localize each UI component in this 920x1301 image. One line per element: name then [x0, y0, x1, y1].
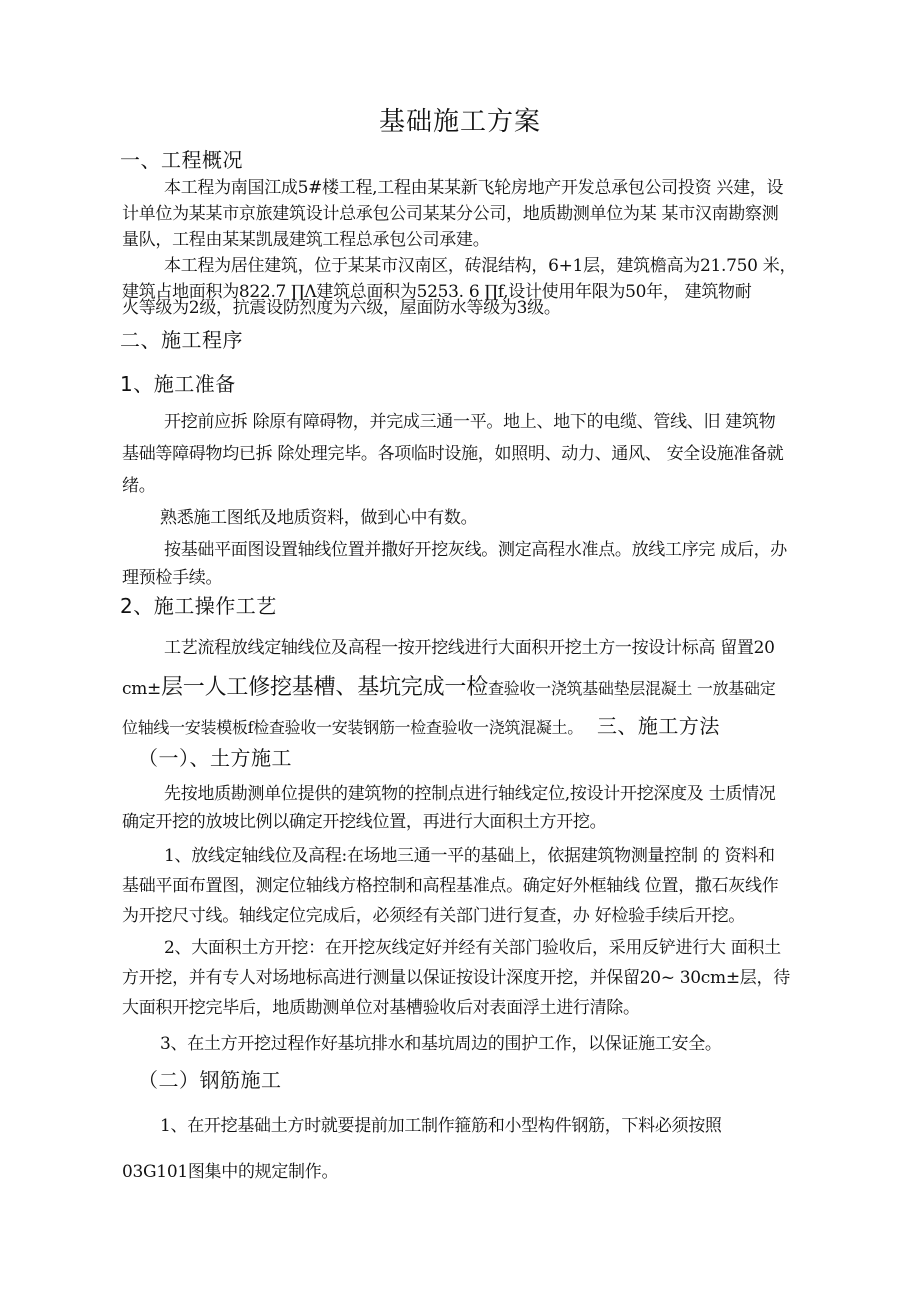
s1-p1-line1: 本工程为南国江成5#楼工程,工程由某某新飞轮房地产开发总承包公司投资 兴建，设 [164, 178, 784, 198]
s2-sub1-heading: 1、施工准备 [120, 372, 236, 396]
s2-flow-line2-a: cm± [122, 679, 161, 699]
s3-p2-line2: 基础平面布置图，测定位轴线方格控制和高程基准点。确定好外框轴线 位置，撒石灰线作 [122, 876, 779, 896]
s2-flow-line1: 工艺流程放线定轴线位及高程一按开挖线进行大面积开挖土方一按设计标高 留置20 [164, 638, 775, 658]
s3-p1-line1: 先按地质勘测单位提供的建筑物的控制点进行轴线定位,按设计开挖深度及 士质情况 [164, 784, 776, 804]
doc-title: 基础施工方案 [378, 107, 541, 137]
s1-p1-line2: 计单位为某某市京旅建筑设计总承包公司某某分公司，地质勘测单位为某 某市汉南勘察测 [122, 204, 779, 224]
s3-p3-line3: 大面积开挖完毕后，地质勘测单位对基槽验收后对表面浮土进行清除。 [122, 998, 640, 1018]
s1-p2-line2: 建筑占地面积为822.7 ∏Λ建筑总面积为5253. 6 ∏f,设计使用年限为50年， 建筑物耐 [122, 282, 752, 302]
s3-p2-line1: 1、放线定轴线位及高程:在场地三通一平的基础上，依据建筑物测量控制 的 资料和 [164, 846, 775, 866]
s1-p2-line3: 火等级为2级，抗震设防烈度为六级，屋面防水等级为3级。 [122, 298, 561, 318]
s2-p3-line1: 按基础平面图设置轴线位置并撒好开挖灰线。测定高程水准点。放线工序完 成后，办 [164, 540, 788, 560]
s2-flow-line3 [122, 712, 720, 740]
s3-p6: 03G101图集中的规定制作。 [122, 1162, 339, 1182]
s2-flow-line2 [122, 676, 775, 701]
section-3-heading: 三、施工方法 [596, 714, 720, 738]
s3-p2-line3: 为开挖尺寸线。轴线定位完成后，必须经有关部门进行复查，办 好检验手续后开挖。 [122, 906, 746, 926]
s3-sub2-heading: （二）钢筋施工 [138, 1068, 282, 1092]
s2-flow-line3-a: 位轴线一安装模板f检查验收一安装钢筋一检查验收一浇筑混凝土。 [122, 718, 583, 737]
s2-sub2-heading: 2、施工操作工艺 [120, 594, 277, 618]
s3-p3-line1: 2、大面积土方开挖：在开挖灰线定好并经有关部门验收后，采用反铲进行大 面积土 [164, 938, 781, 958]
s2-p3-line2: 理预检手续。 [122, 568, 223, 588]
s2-flow-line2-b: 层一人工修挖基槽、基坑完成一检 [161, 675, 489, 700]
s2-flow-line2-c: 查验收一浇筑基础垫层混凝土 一放基础定 [488, 679, 776, 698]
section-1-heading: 一、工程概况 [120, 148, 243, 172]
s3-p3-line2: 方开挖，并有专人对场地标高进行测量以保证按设计深度开挖，并保留20~ 30cm±层，待 [122, 968, 790, 988]
s3-p5: 1、在开挖基础土方时就要提前加工制作箍筋和小型构件钢筋，下料必须按照 [160, 1116, 722, 1136]
s1-p1-line3: 量队，工程由某某凯晟建筑工程总承包公司承建。 [122, 230, 490, 250]
s3-sub1-heading: （一）、土方施工 [138, 746, 292, 770]
s2-p2: 熟悉施工图纸及地质资料，做到心中有数。 [160, 508, 478, 528]
s2-p1-line3: 绪。 [122, 476, 156, 496]
s2-p1-line1: 开挖前应拆 除原有障碍物，并完成三通一平。地上、地下的电缆、管线、旧 建筑物 [164, 412, 776, 432]
section-2-heading: 二、施工程序 [120, 328, 243, 352]
s3-p4: 3、在土方开挖过程作好基坑排水和基坑周边的围护工作，以保证施工安全。 [160, 1034, 722, 1054]
s3-p1-line2: 确定开挖的放坡比例以确定开挖线位置，再进行大面积土方开挖。 [122, 812, 607, 832]
s2-p1-line2: 基础等障碍物均已拆 除处理完毕。各项临时设施，如照明、动力、通风、 安全设施准备就 [122, 444, 784, 464]
s1-p2-line1: 本工程为居住建筑，位于某某市汉南区，砖混结构，6+1层，建筑檐高为21.750 米， [164, 256, 797, 276]
